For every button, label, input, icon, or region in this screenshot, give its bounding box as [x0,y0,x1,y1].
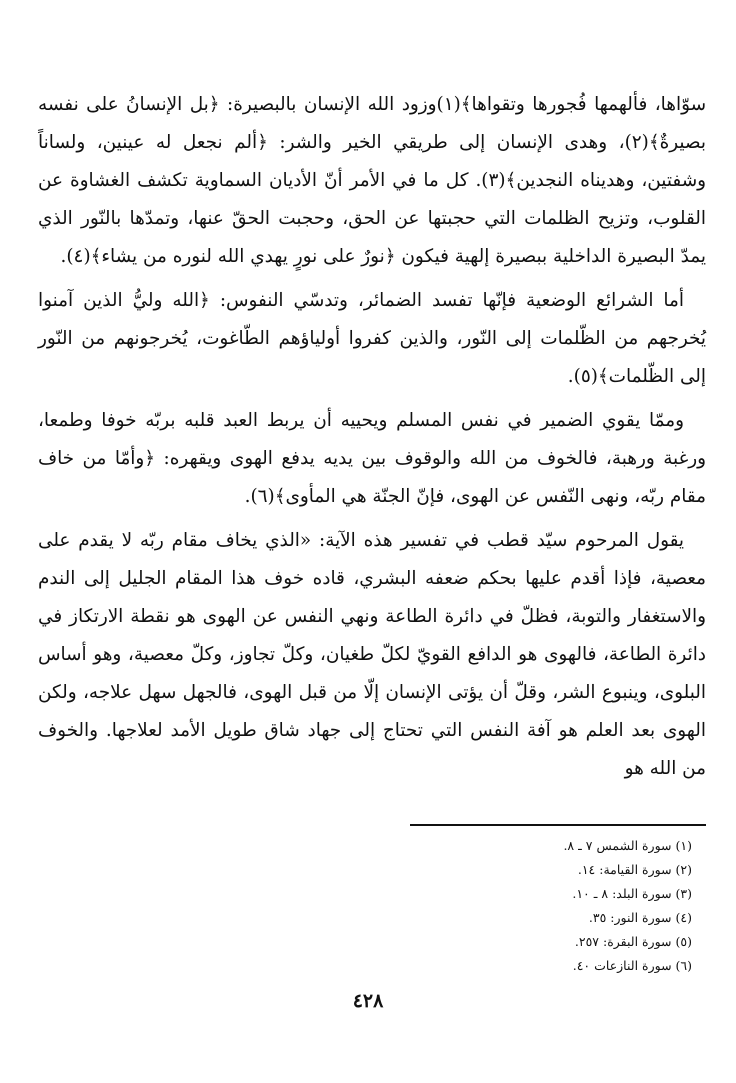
paragraph-1: سوّاها، فألهمها فُجورها وتقواها﴾(١)وزود الله الإنسان بالبصيرة: ﴿بل الإنسانُ على نفسه بصيرةٌ﴾(٢)، وهدى الإنسان إلى طريقي الخير والشر: ﴿ألم نجعل له عينين، ولساناً وشفتين، وهديناه النجدين﴾(٣). كل ما في الأمر أنّ الأديان السماوية تكشف الغشاوة عن القلوب، وتزيح الظلمات التي حجبتها عن الحق، وحجبت الحقّ عنها، وتمدّها بالنّور الذي يمدّ البصيرة الداخلية ببصيرة إلهية فيكون ﴿نورٌ على نورٍ يهدي الله لنوره من يشاء﴾(٤). [38,94,706,267]
paragraph-3: وممّا يقوي الضمير في نفس المسلم ويحييه أن يربط العبد قلبه بربّه خوفا وطمعا، ورغبة ورهبة، فالخوف من الله والوقوف بين يديه يدفع الهوى ويقهره: ﴿وأمّا من خاف مقام ربّه، ونهى النّفس عن الهوى، فإنّ الجنّة هي المأوى﴾(٦). [38,410,706,507]
footnote-1: (١) سورة الشمس ٧ ـ ٨. [563,838,692,853]
paragraph-4: يقول المرحوم سيّد قطب في تفسير هذه الآية: «الذي يخاف مقام ربّه لا يقدم على معصية، فإذا أقدم عليها بحكم ضعفه البشري، قاده خوف هذا المقام الجليل إلى الندم والاستغفار والتوبة، فظلّ في دائرة الطاعة ونهي النفس عن الهوى هو نقطة الارتكاز في دائرة الطاعة، فالهوى هو الدافع القويّ لكلّ طغيان، وكلّ تجاوز، وكلّ معصية، وهو أساس البلوى، وينبوع الشر، وقلّ أن يؤتى الإنسان إلّا من قبل الهوى، فالجهل سهل علاجه، ولكن الهوى بعد العلم هو آفة النفس التي تحتاج إلى جهاد شاق طويل الأمد لعلاجها. والخوف من الله هو [38,530,706,779]
footnote-3: (٣) سورة البلد: ٨ ـ ١٠. [572,886,692,901]
footnote-5: (٥) سورة البقرة: ٢٥٧. [574,934,692,949]
page-body [38,86,706,788]
footnote-2: (٢) سورة القيامة: ١٤. [577,862,692,877]
footnote-divider [410,824,706,826]
footnote-4: (٤) سورة النور: ٣٥. [588,910,692,925]
page-number: ٤٢٨ [352,990,384,1012]
footnotes-list [392,834,692,978]
footnote-6: (٦) سورة النازعات ٤٠. [572,958,692,973]
paragraph-2: أما الشرائع الوضعية فإنّها تفسد الضمائر، وتدسّي النفوس: ﴿الله وليُّ الذين آمنوا يُخرجهم من الظّلمات إلى النّور، والذين كفروا أولياؤهم الطّاغوت، يُخرجونهم من النّور إلى الظّلمات﴾(٥). [38,290,706,387]
